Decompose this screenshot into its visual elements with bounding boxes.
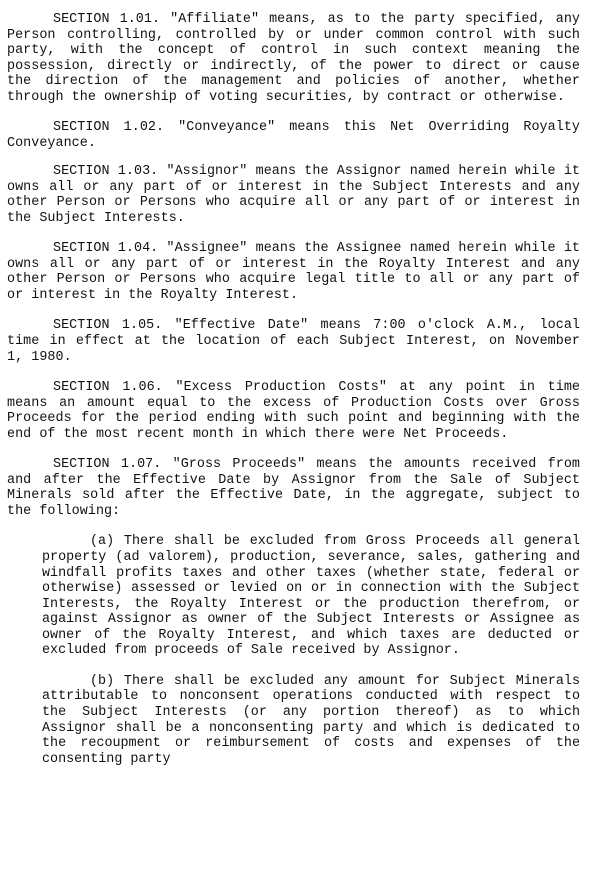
section-1-04 xyxy=(7,241,580,303)
section-1-01-text: SECTION 1.01. "Affiliate" means, as to the party specified, any Person controlling, controlled by or under common control with such party, with the concept of control in such context meaning the possession, directly or indirectly, of the power to direct or cause the direction of the management and policies of another, whether through the ownership of voting securities, by contract or otherwise. xyxy=(7,12,580,105)
section-1-02-text: SECTION 1.02. "Conveyance" means this Net Overriding Royalty Conveyance. xyxy=(7,120,580,151)
section-1-07 xyxy=(7,457,580,519)
subsection-b-text: (b) There shall be excluded any amount for Subject Minerals attributable to nonconsent operations conducted with respect to the Subject Interests (or any portion thereof) as to which Assignor shall be a nonconsenting party and which is dedicated to the recoupment or reimbursement of costs and expenses of the consenting party xyxy=(42,673,580,767)
section-1-06-text: SECTION 1.06. "Excess Production Costs" at any point in time means an amount equal to the excess of Production Costs over Gross Proceeds for the period ending with such point and beginning with the end of the most recent month in which there were Net Proceeds. xyxy=(7,379,580,442)
section-1-06 xyxy=(7,380,580,442)
subsection-a xyxy=(7,534,580,659)
section-1-05-text: SECTION 1.05. "Effective Date" means 7:00 o'clock A.M., local time in effect at the location of each Subject Interest, on November 1, 1980. xyxy=(7,318,580,365)
section-1-02 xyxy=(7,120,580,151)
subsection-b xyxy=(7,674,580,768)
subsection-a-text: (a) There shall be excluded from Gross Proceeds all general property (ad valorem), production, severance, sales, gathering and windfall profits taxes and other taxes (whether state, federal or otherwise) assessed or levied on or in connection with the Subject Interests, the Royalty Interest or the production therefrom, or against Assignor as owner of the Subject Interests or Assignee as owner of the Royalty Interest, and which taxes are deducted or excluded from proceeds of Sale received by Assignor. xyxy=(42,534,580,659)
section-1-07-text: SECTION 1.07. "Gross Proceeds" means the amounts received from and after the Effective Date by Assignor from the Sale of Subject Minerals sold after the Effective Date, in the aggregate, subject to the following: xyxy=(7,457,580,519)
section-1-03 xyxy=(7,164,580,226)
section-1-05 xyxy=(7,318,580,365)
section-1-04-text: SECTION 1.04. "Assignee" means the Assignee named herein while it owns all or any part of or interest in the Royalty Interest and any other Person or Persons who acquire legal title to all or any part of or interest in the Royalty Interest. xyxy=(7,241,580,303)
section-1-01 xyxy=(7,12,580,106)
section-1-03-text: SECTION 1.03. "Assignor" means the Assignor named herein while it owns all or any part of or interest in the Subject Interests and any other Person or Persons who acquire all or any part of or interest in the Subject Interests. xyxy=(7,164,580,226)
